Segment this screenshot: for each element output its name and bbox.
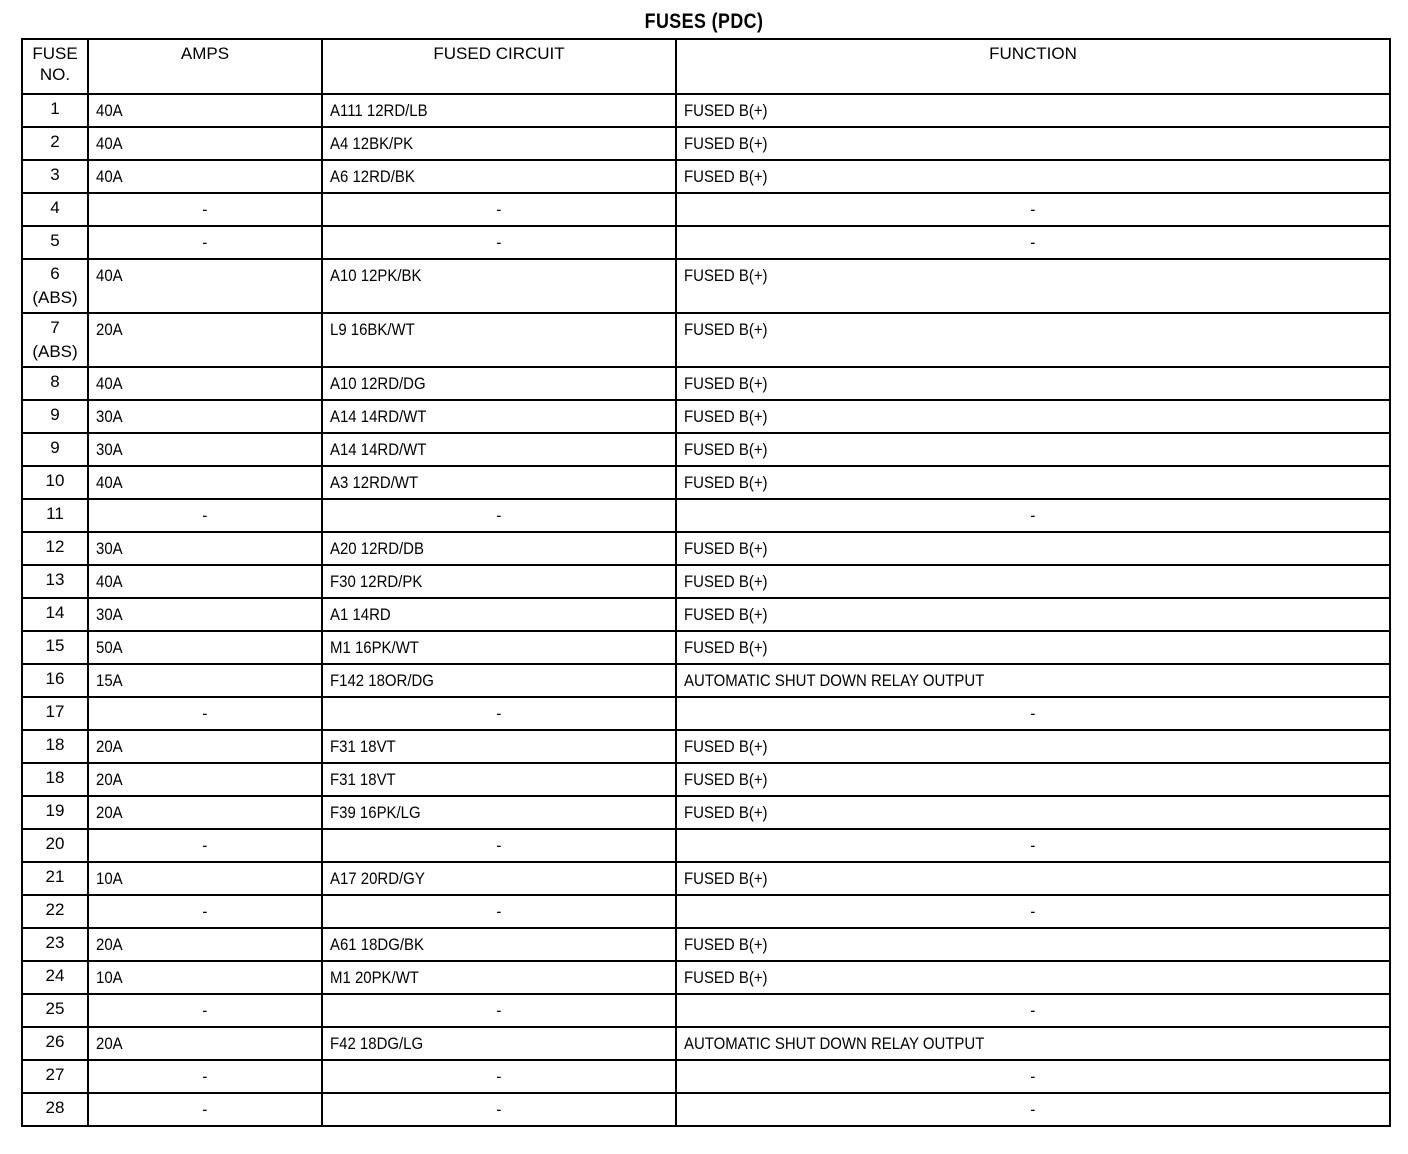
function-cell	[676, 796, 1390, 829]
table-row	[22, 226, 1390, 259]
amps-cell	[88, 862, 322, 895]
fuse-number-cell	[22, 895, 88, 928]
fuse-number: 6	[50, 264, 60, 283]
amps-value: 40A	[96, 572, 123, 591]
table-row	[22, 631, 1390, 664]
table-header-row	[22, 39, 1390, 94]
function-value: -	[1030, 1100, 1036, 1119]
function-value: FUSED B(+)	[684, 101, 768, 120]
fuse-number: 27	[45, 1065, 65, 1084]
fuse-number-cell	[22, 994, 88, 1027]
amps-value: -	[202, 1100, 208, 1119]
fused-circuit-value: F31 18VT	[330, 737, 396, 756]
fuse-number: 7	[50, 318, 60, 337]
fuse-number: 17	[45, 702, 65, 721]
fused-circuit-cell	[322, 94, 676, 127]
fuse-number-cell	[22, 730, 88, 763]
fused-circuit-value: A1 14RD	[330, 605, 391, 624]
fused-circuit-cell	[322, 565, 676, 598]
amps-value: 20A	[96, 1034, 123, 1053]
amps-cell	[88, 400, 322, 433]
function-cell	[676, 598, 1390, 631]
table-row	[22, 1060, 1390, 1093]
fused-circuit-cell	[322, 796, 676, 829]
function-value: FUSED B(+)	[684, 320, 768, 339]
amps-cell	[88, 367, 322, 400]
function-value: -	[1030, 233, 1036, 252]
amps-cell	[88, 763, 322, 796]
fused-circuit-cell	[322, 259, 676, 313]
function-value: -	[1030, 836, 1036, 855]
amps-cell	[88, 664, 322, 697]
function-value: AUTOMATIC SHUT DOWN RELAY OUTPUT	[684, 1034, 985, 1053]
table-row	[22, 160, 1390, 193]
fused-circuit-value: F31 18VT	[330, 770, 396, 789]
amps-value: 40A	[96, 266, 123, 285]
fused-circuit-value: A3 12RD/WT	[330, 473, 419, 492]
function-header-label: FUNCTION	[989, 44, 1077, 63]
amps-cell	[88, 94, 322, 127]
function-cell	[676, 664, 1390, 697]
function-cell	[676, 1060, 1390, 1093]
fused-circuit-cell	[322, 1060, 676, 1093]
table-row	[22, 961, 1390, 994]
function-cell	[676, 193, 1390, 226]
fuse-number: 18	[45, 768, 65, 787]
table-row	[22, 565, 1390, 598]
fuse-number-cell	[22, 796, 88, 829]
fuse-number-cell	[22, 829, 88, 862]
fuse-number: 16	[45, 669, 65, 688]
fused-circuit-value: -	[496, 1100, 502, 1119]
amps-cell	[88, 127, 322, 160]
fused-circuit-value: -	[496, 704, 502, 723]
function-value: FUSED B(+)	[684, 803, 768, 822]
function-value: FUSED B(+)	[684, 770, 768, 789]
fused-circuit-cell	[322, 1093, 676, 1126]
fuse-number: 18	[45, 735, 65, 754]
table-row	[22, 697, 1390, 730]
fused-circuit-cell	[322, 862, 676, 895]
function-cell	[676, 730, 1390, 763]
function-cell	[676, 466, 1390, 499]
fuse-number-cell	[22, 598, 88, 631]
fused-circuit-cell	[322, 928, 676, 961]
table-row	[22, 994, 1390, 1027]
fused-circuit-value: A14 14RD/WT	[330, 407, 427, 426]
fused-circuit-cell	[322, 598, 676, 631]
amps-value: 40A	[96, 167, 123, 186]
table-row	[22, 127, 1390, 160]
function-cell	[676, 1027, 1390, 1060]
fuse-number-cell	[22, 697, 88, 730]
fused-circuit-cell	[322, 763, 676, 796]
amps-cell	[88, 1027, 322, 1060]
amps-cell	[88, 730, 322, 763]
table-row	[22, 664, 1390, 697]
amps-value: -	[202, 200, 208, 219]
fuse-number-cell	[22, 1060, 88, 1093]
column-header-amps	[88, 39, 322, 94]
fuse-number-cell	[22, 94, 88, 127]
fuse-number: 3	[50, 165, 60, 184]
fuse-note: (ABS)	[32, 342, 78, 361]
function-cell	[676, 499, 1390, 532]
fuse-header-line2: NO.	[39, 65, 71, 84]
page-title: FUSES (PDC)	[644, 10, 764, 33]
fuse-number: 25	[45, 999, 65, 1018]
fused-circuit-cell	[322, 994, 676, 1027]
amps-cell	[88, 193, 322, 226]
fuse-note: (ABS)	[32, 288, 78, 307]
amps-cell	[88, 631, 322, 664]
amps-cell	[88, 961, 322, 994]
fuse-number: 15	[45, 636, 65, 655]
fused-circuit-cell	[322, 367, 676, 400]
fuse-table	[21, 38, 1391, 1127]
fuse-number: 24	[45, 966, 65, 985]
amps-value: 30A	[96, 539, 123, 558]
function-value: -	[1030, 506, 1036, 525]
amps-value: 50A	[96, 638, 123, 657]
amps-cell	[88, 259, 322, 313]
function-cell	[676, 697, 1390, 730]
fused-circuit-value: A61 18DG/BK	[330, 935, 424, 954]
fused-circuit-value: F42 18DG/LG	[330, 1034, 424, 1053]
function-value: FUSED B(+)	[684, 266, 768, 285]
function-value: FUSED B(+)	[684, 407, 768, 426]
function-cell	[676, 928, 1390, 961]
function-cell	[676, 94, 1390, 127]
fuse-number-cell	[22, 400, 88, 433]
fuse-number: 20	[45, 834, 65, 853]
fused-circuit-cell	[322, 730, 676, 763]
table-row	[22, 193, 1390, 226]
table-row	[22, 928, 1390, 961]
fused-circuit-value: A10 12RD/DG	[330, 374, 426, 393]
fused-circuit-value: -	[496, 1001, 502, 1020]
amps-value: 30A	[96, 440, 123, 459]
fuse-number-cell	[22, 367, 88, 400]
function-value: -	[1030, 902, 1036, 921]
fuse-number-cell	[22, 631, 88, 664]
amps-value: 20A	[96, 803, 123, 822]
fuse-number: 11	[46, 504, 64, 523]
amps-cell	[88, 928, 322, 961]
function-cell	[676, 226, 1390, 259]
fused-circuit-value: -	[496, 506, 502, 525]
fuse-number-cell	[22, 259, 88, 313]
amps-cell	[88, 532, 322, 565]
amps-value: 15A	[96, 671, 123, 690]
amps-cell	[88, 433, 322, 466]
fused-circuit-value: -	[496, 1067, 502, 1086]
fuse-number-cell	[22, 226, 88, 259]
table-row	[22, 1027, 1390, 1060]
amps-value: 10A	[96, 869, 123, 888]
fused-circuit-cell	[322, 226, 676, 259]
amps-value: -	[202, 902, 208, 921]
fused-circuit-value: A20 12RD/DB	[330, 539, 424, 558]
fused-circuit-value: F39 16PK/LG	[330, 803, 421, 822]
fused-circuit-value: F142 18OR/DG	[330, 671, 434, 690]
amps-value: -	[202, 233, 208, 252]
fused-circuit-cell	[322, 499, 676, 532]
amps-value: 40A	[96, 101, 123, 120]
fuse-number-cell	[22, 127, 88, 160]
amps-value: 30A	[96, 605, 123, 624]
function-cell	[676, 829, 1390, 862]
fused-circuit-value: M1 16PK/WT	[330, 638, 419, 657]
function-value: FUSED B(+)	[684, 374, 768, 393]
function-value: FUSED B(+)	[684, 638, 768, 657]
amps-value: 40A	[96, 374, 123, 393]
table-row	[22, 763, 1390, 796]
amps-value: 40A	[96, 473, 123, 492]
function-value: AUTOMATIC SHUT DOWN RELAY OUTPUT	[684, 671, 985, 690]
function-cell	[676, 127, 1390, 160]
amps-value: 20A	[96, 320, 123, 339]
fused-circuit-value: A17 20RD/GY	[330, 869, 425, 888]
fused-circuit-value: F30 12RD/PK	[330, 572, 423, 591]
fuse-number-cell	[22, 763, 88, 796]
fused-circuit-cell	[322, 127, 676, 160]
table-row	[22, 400, 1390, 433]
fuse-number-cell	[22, 433, 88, 466]
function-cell	[676, 763, 1390, 796]
function-value: FUSED B(+)	[684, 869, 768, 888]
function-value: -	[1030, 704, 1036, 723]
fuse-number: 28	[45, 1098, 65, 1117]
fuse-number: 8	[50, 372, 60, 391]
fuse-number: 9	[50, 438, 60, 457]
column-header-fuse-no	[22, 39, 88, 94]
amps-value: 20A	[96, 737, 123, 756]
function-value: -	[1030, 200, 1036, 219]
function-cell	[676, 631, 1390, 664]
amps-value: 20A	[96, 770, 123, 789]
fused-circuit-value: A111 12RD/LB	[330, 101, 428, 120]
amps-cell	[88, 829, 322, 862]
fused-circuit-value: -	[496, 233, 502, 252]
amps-value: -	[202, 1001, 208, 1020]
amps-cell	[88, 160, 322, 193]
table-row	[22, 259, 1390, 313]
fused-circuit-cell	[322, 160, 676, 193]
amps-cell	[88, 499, 322, 532]
fused-circuit-cell	[322, 400, 676, 433]
fused-circuit-value: A10 12PK/BK	[330, 266, 422, 285]
function-cell	[676, 313, 1390, 367]
table-row	[22, 730, 1390, 763]
function-cell	[676, 994, 1390, 1027]
fuse-number: 22	[45, 900, 65, 919]
function-value: -	[1030, 1001, 1036, 1020]
fuse-number-cell	[22, 1027, 88, 1060]
function-value: FUSED B(+)	[684, 737, 768, 756]
amps-cell	[88, 466, 322, 499]
fuse-table-body	[22, 94, 1390, 1126]
fused-circuit-cell	[322, 829, 676, 862]
table-row	[22, 313, 1390, 367]
fuse-number-cell	[22, 466, 88, 499]
fused-circuit-cell	[322, 313, 676, 367]
function-value: -	[1030, 1067, 1036, 1086]
fuse-number: 10	[45, 471, 65, 490]
fused-circuit-value: -	[496, 200, 502, 219]
fuse-number-cell	[22, 862, 88, 895]
function-value: FUSED B(+)	[684, 167, 768, 186]
fuse-number: 21	[45, 867, 65, 886]
amps-cell	[88, 697, 322, 730]
fused-circuit-cell	[322, 631, 676, 664]
fuse-number: 2	[50, 132, 60, 151]
function-value: FUSED B(+)	[684, 935, 768, 954]
function-cell	[676, 160, 1390, 193]
table-row	[22, 532, 1390, 565]
fused-circuit-value: A6 12RD/BK	[330, 167, 415, 186]
table-row	[22, 895, 1390, 928]
function-cell	[676, 367, 1390, 400]
function-value: FUSED B(+)	[684, 440, 768, 459]
fuse-number-cell	[22, 961, 88, 994]
fuse-number: 4	[50, 198, 60, 217]
fuse-number: 5	[50, 231, 60, 250]
fuse-number: 26	[45, 1032, 65, 1051]
fused-circuit-cell	[322, 466, 676, 499]
function-value: FUSED B(+)	[684, 968, 768, 987]
fused-circuit-cell	[322, 664, 676, 697]
fuse-header-line1: FUSE	[32, 44, 78, 63]
fuse-number-cell	[22, 160, 88, 193]
amps-value: -	[202, 836, 208, 855]
fuse-number-cell	[22, 1093, 88, 1126]
fuse-number: 14	[45, 603, 65, 622]
amps-cell	[88, 598, 322, 631]
fuse-number-cell	[22, 532, 88, 565]
function-cell	[676, 433, 1390, 466]
table-row	[22, 94, 1390, 127]
table-row	[22, 1093, 1390, 1126]
amps-cell	[88, 895, 322, 928]
function-cell	[676, 1093, 1390, 1126]
amps-cell	[88, 1093, 322, 1126]
column-header-fused-circuit	[322, 39, 676, 94]
table-row	[22, 466, 1390, 499]
fuse-number: 12	[45, 537, 65, 556]
fuse-number-cell	[22, 928, 88, 961]
amps-value: 40A	[96, 134, 123, 153]
fuse-number-cell	[22, 499, 88, 532]
function-cell	[676, 532, 1390, 565]
table-row	[22, 796, 1390, 829]
function-cell	[676, 961, 1390, 994]
fused-circuit-cell	[322, 697, 676, 730]
fused-circuit-cell	[322, 433, 676, 466]
fused-circuit-cell	[322, 193, 676, 226]
fused-circuit-cell	[322, 1027, 676, 1060]
amps-cell	[88, 313, 322, 367]
function-cell	[676, 400, 1390, 433]
circuit-header-label: FUSED CIRCUIT	[433, 44, 565, 63]
fused-circuit-value: -	[496, 902, 502, 921]
fuse-number: 1	[50, 99, 60, 118]
column-header-function	[676, 39, 1390, 94]
fused-circuit-value: A14 14RD/WT	[330, 440, 427, 459]
function-value: FUSED B(+)	[684, 539, 768, 558]
amps-value: -	[202, 704, 208, 723]
function-value: FUSED B(+)	[684, 473, 768, 492]
amps-header-label: AMPS	[180, 44, 230, 63]
table-row	[22, 829, 1390, 862]
function-cell	[676, 862, 1390, 895]
fuse-number: 13	[45, 570, 65, 589]
function-value: FUSED B(+)	[684, 134, 768, 153]
function-value: FUSED B(+)	[684, 572, 768, 591]
amps-value: -	[202, 1067, 208, 1086]
table-row	[22, 862, 1390, 895]
fused-circuit-value: M1 20PK/WT	[330, 968, 419, 987]
fused-circuit-value: L9 16BK/WT	[330, 320, 415, 339]
table-row	[22, 499, 1390, 532]
amps-cell	[88, 226, 322, 259]
table-row	[22, 367, 1390, 400]
fuse-number-cell	[22, 193, 88, 226]
fused-circuit-value: -	[496, 836, 502, 855]
amps-value: 10A	[96, 968, 123, 987]
amps-cell	[88, 994, 322, 1027]
amps-cell	[88, 796, 322, 829]
amps-value: 20A	[96, 935, 123, 954]
fused-circuit-cell	[322, 532, 676, 565]
table-row	[22, 598, 1390, 631]
function-cell	[676, 259, 1390, 313]
fuse-number: 23	[45, 933, 65, 952]
fused-circuit-value: A4 12BK/PK	[330, 134, 414, 153]
fused-circuit-cell	[322, 961, 676, 994]
function-value: FUSED B(+)	[684, 605, 768, 624]
amps-cell	[88, 565, 322, 598]
function-cell	[676, 565, 1390, 598]
fuse-number: 9	[50, 405, 60, 424]
fused-circuit-cell	[322, 895, 676, 928]
amps-cell	[88, 1060, 322, 1093]
fuse-number: 19	[45, 801, 65, 820]
amps-value: -	[202, 506, 208, 525]
fuse-number-cell	[22, 313, 88, 367]
fuse-number-cell	[22, 565, 88, 598]
function-cell	[676, 895, 1390, 928]
amps-value: 30A	[96, 407, 123, 426]
fuse-number-cell	[22, 664, 88, 697]
table-row	[22, 433, 1390, 466]
